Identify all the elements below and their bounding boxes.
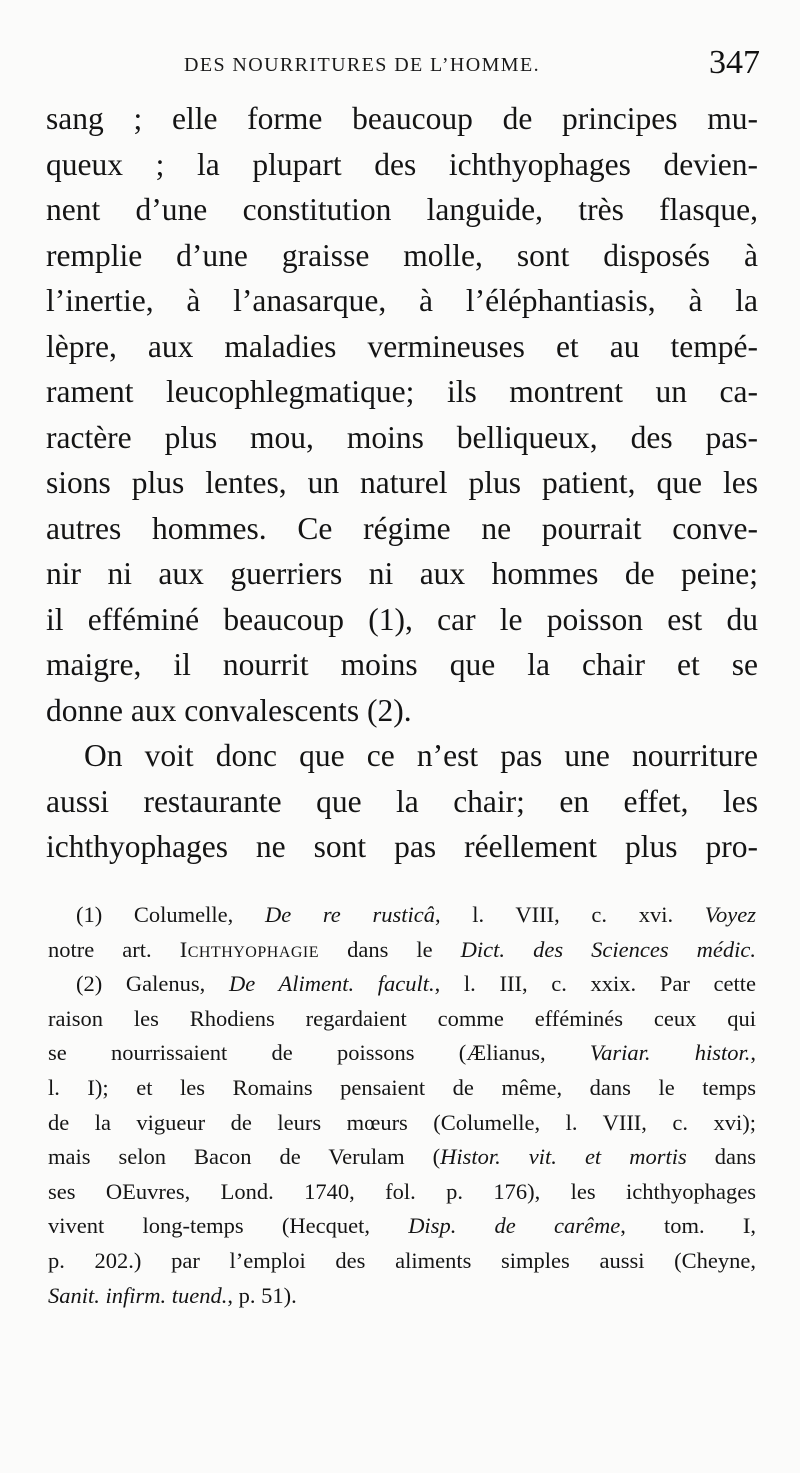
text-line: l’inertie, à l’anasarque, à l’éléphantiasis, à la: [46, 283, 758, 318]
footnote-citation: Disp. de carême: [408, 1213, 621, 1239]
footnote-text: Voyez: [704, 902, 756, 927]
footnote-text: Ichthyophagie: [179, 936, 320, 962]
text-line: nent d’une constitution languide, très flasque,: [46, 192, 758, 227]
footnote-text: vivent long-temps (Hecquet,: [48, 1213, 409, 1239]
footnote-2-line: l. I); et les Romains pensaient de même, dans le temps: [48, 1074, 756, 1100]
footnote-text: , l. III, c. xxix. Par cette: [434, 971, 756, 997]
footnote-2-line: ses OEuvres, Lond. 1740, fol. p. 176), les ichthyophages: [48, 1178, 756, 1204]
footnote-2-line: [48, 967, 756, 1002]
running-title: DES NOURRITURES DE L’HOMME.: [184, 54, 540, 76]
footnote-text: (2) Galenus,: [76, 971, 229, 997]
footnote-text: , tom. I,: [620, 1213, 756, 1239]
footnote-text: se nourrissaient de poissons (Ælianus,: [48, 1040, 590, 1066]
footnote-2-line: p. 202.) par l’emploi des aliments simples aussi (Cheyne,: [48, 1247, 756, 1273]
footnote-text: dans: [686, 1144, 757, 1170]
text-line: On voit donc que ce n’est pas une nourriture: [84, 738, 758, 773]
footnote-1-line: [48, 898, 756, 933]
footnote-1-line: [48, 933, 756, 968]
footnote-text: , l. VIII, c. xvi.: [434, 902, 705, 927]
text-line: ractère plus mou, moins belliqueux, des pas-: [46, 419, 758, 455]
footnote-citation: Dict. des Sciences médic.: [460, 936, 756, 962]
footnote-text: ,: [750, 1040, 757, 1066]
footnote-2-line: [48, 1036, 756, 1071]
body-text: [46, 96, 758, 870]
text-line: sang ; elle forme beaucoup de principes mu-: [46, 101, 758, 136]
text-line: lèpre, aux maladies vermineuses et au tempé-: [46, 328, 758, 364]
footnote-2-line: raison les Rhodiens regardaient comme efféminés ceux qui: [48, 1005, 756, 1031]
footnote-citation: Histor. vit. et mortis: [440, 1144, 687, 1170]
footnote-text: mais selon Bacon de Verulam (: [48, 1144, 441, 1170]
text-line: ichthyophages ne sont pas réellement plus pro-: [46, 829, 758, 864]
footnote-text: , p. 51).: [227, 1282, 297, 1308]
page-number: 347: [709, 44, 760, 81]
footnote-citation: Sanit. infirm. tuend.: [48, 1282, 228, 1308]
footnote-citation: Variar. histor.: [589, 1040, 751, 1066]
footnote-2-line: [48, 1140, 756, 1175]
text-line: donne aux convalescents (2).: [46, 692, 412, 728]
footnote-citation: De Aliment. facult.: [228, 971, 435, 997]
footnote-text: dans le: [319, 936, 461, 962]
text-line: aussi restaurante que la chair; en effet, les: [46, 783, 758, 819]
footnote-text: notre art.: [48, 936, 180, 962]
text-line: autres hommes. Ce régime ne pourrait conve-: [46, 510, 758, 546]
footnotes: [48, 898, 756, 1313]
footnote-text: (1) Columelle,: [76, 902, 265, 927]
text-line: rament leucophlegmatique; ils montrent un ca-: [46, 374, 758, 409]
footnote-citation: De re rusticâ: [264, 902, 435, 927]
footnote-2-line: [48, 1209, 756, 1244]
text-line: il efféminé beaucoup (1), car le poisson est du: [46, 601, 758, 637]
text-line: remplie d’une graisse molle, sont disposés à: [46, 237, 758, 273]
text-line: nir ni aux guerriers ni aux hommes de peine;: [46, 556, 758, 591]
text-line: maigre, il nourrit moins que la chair et se: [46, 647, 758, 682]
footnote-2-line: [48, 1279, 756, 1314]
text-line: queux ; la plupart des ichthyophages devien-: [46, 146, 758, 182]
running-head: [48, 44, 760, 94]
text-line: sions plus lentes, un naturel plus patient, que les: [46, 465, 758, 500]
footnote-2-line: de la vigueur de leurs mœurs (Columelle, l. VIII, c. xvi);: [48, 1109, 756, 1135]
